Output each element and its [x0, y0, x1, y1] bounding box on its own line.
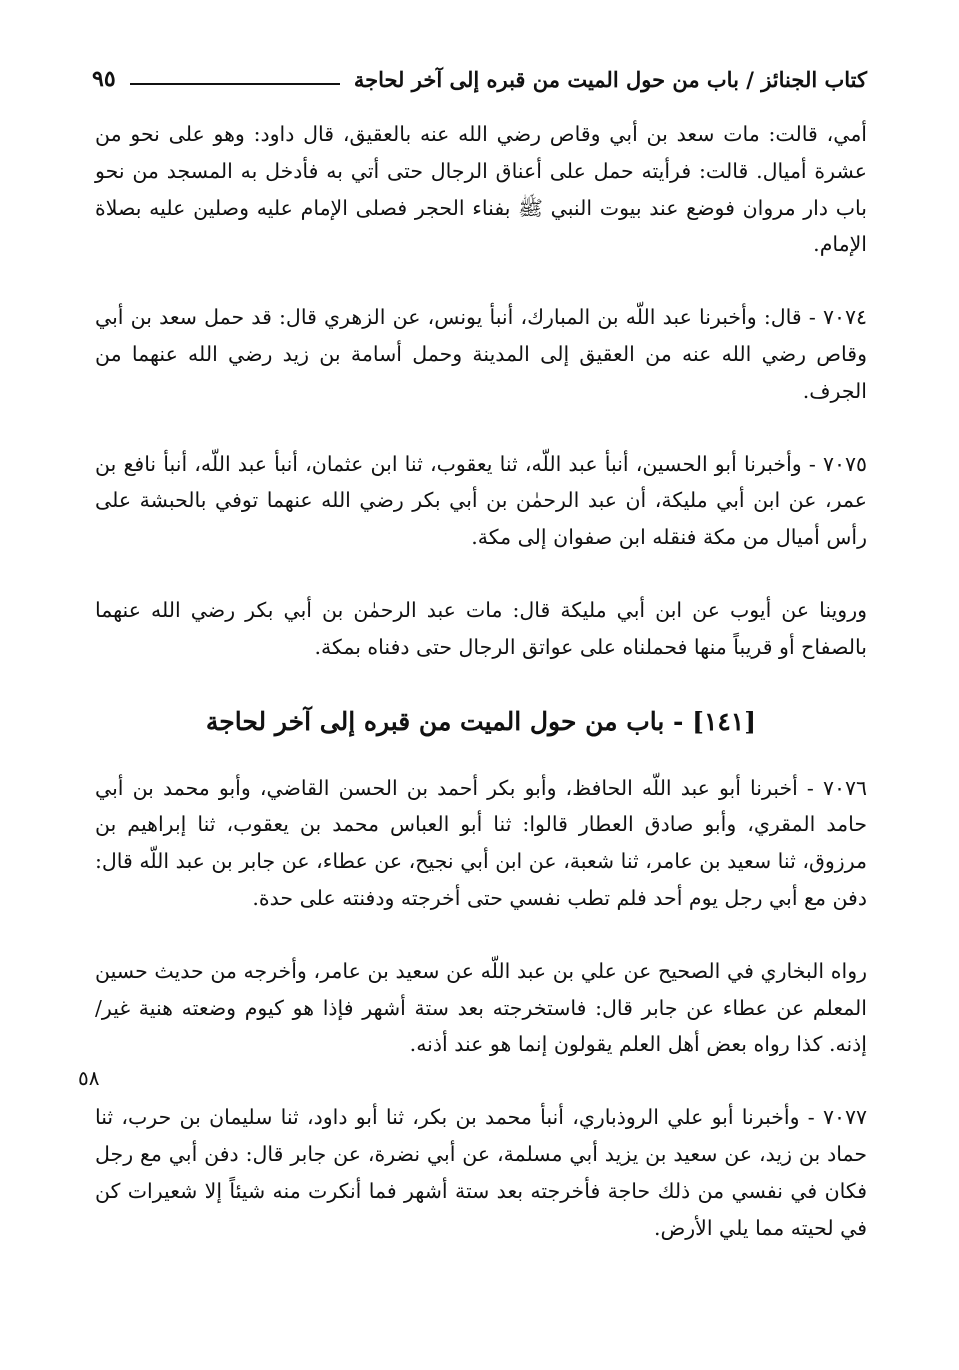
- hadith-7076: ٧٠٧٦ - أخبرنا أبو عبد اللّه الحافظ، وأبو بكر أحمد بن الحسن القاضي، وأبو محمد بن أبي حامد المقري، وأبو صادق العطار قالوا: ثنا أبو العباس محمد بن يعقوب، ثنا إبراهيم بن مرزوق، ثنا سعيد بن عامر، ثنا شعبة، عن ابن أبي نجيح، عن عطاء، عن جابر بن عبد اللّه قال: دفن مع أبي رجل يوم أحد فلم تطب نفسي حتى أخرجته ودفنته على حدة.: [95, 775, 867, 910]
- page-body: [95, 116, 867, 1282]
- paragraph-continuation: [95, 116, 867, 263]
- hadith-7077: ٧٠٧٧ - وأخبرنا أبو علي الروذباري، أنبأ محمد بن بكر، ثنا أبو داود، ثنا سليمان بن حرب، ثنا حماد بن زيد، عن سعيد بن يزيد أبي مسلمة، عن أبي نضرة، عن جابر قال: دفن أبي مع رجل فكان في نفسي من ذلك حاجة فأخرجته بعد ستة أشهر فما أنكرت منه شيئاً إلا شعيرات كن في لحيته مما يلي الأرض.: [95, 1105, 867, 1240]
- hadith-text: قال: وأخبرنا عبد اللّه بن المبارك، أنبأ يونس، عن الزهري قال: قد حمل سعد بن أبي وقاص رضي الله عنه من العقيق إلى المدينة وحمل أسامة بن زيد رضي الله عنهما من الجرف.: [95, 305, 867, 403]
- chapter-heading: [١٤١] - باب من حول الميت من قبره إلى آخر لحاجة: [205, 706, 757, 736]
- hadith-number: ٧٠٧٤: [822, 305, 867, 330]
- hadith-text: وأخبرنا أبو الحسين، أنبأ عبد اللّه، ثنا يعقوب، ثنا ابن عثمان، أنبأ عبد اللّه، أنبأ نافع بن عمر، عن ابن أبي مليكة، أن عبد الرحمٰن بن أبي بكر رضي الله عنهما توفي بالحبشة على رأس أميال من مكة فنقله ابن صفوان إلى مكة.: [95, 451, 867, 550]
- hadith-number: ٧٠٧٦: [822, 775, 867, 800]
- paragraph-text: أمي، قالت: مات سعد بن أبي وقاص رضي الله عنه بالعقيق، قال داود: وهو على نحو من عشرة أميال. قالت: فرأيته حمل على أعناق الرجال حتى أتي به فأدخل به المسجد من نحو باب دار مروان فوضع عند بيوت النبي ﷺ بفناء الحجر فصلى الإمام عليه وصلين عليه بصلاة الإمام.: [95, 122, 867, 257]
- paragraph-text: رواه البخاري في الصحيح عن علي بن عبد اللّه عن سعيد بن عامر، وأخرجه من حديث حسين المعلم عن عطاء عن جابر قال: فاستخرجته بعد ستة أشهر فإذا هو كيوم وضعته هنية غير/ إذنه. كذا رواه بعض أهل العلم يقولون إنما هو عند أذنه.: [95, 958, 867, 1057]
- paragraph-commentary: [95, 953, 867, 1063]
- paragraph-narration: [95, 592, 867, 666]
- hadith-text: أخبرنا أبو عبد اللّه الحافظ، وأبو بكر أحمد بن الحسن القاضي، وأبو محمد بن أبي حامد المقري، وأبو صادق العطار قالوا: ثنا أبو العباس محمد بن يعقوب، ثنا إبراهيم بن مرزوق، ثنا سعيد بن عامر، ثنا شعبة، عن ابن أبي نجيح، عن عطاء، عن جابر بن عبد اللّه قال: دفن مع أبي رجل يوم أحد فلم تطب نفسي حتى أخرجته ودفنته على حدة.: [95, 775, 867, 910]
- hadith-number: ٧٠٧٧: [822, 1105, 867, 1130]
- running-title: كتاب الجنائز / باب من حول الميت من قبره إلى آخر لحاجة: [353, 66, 867, 92]
- hadith-7075: ٧٠٧٥ - وأخبرنا أبو الحسين، أنبأ عبد اللّه، ثنا يعقوب، ثنا ابن عثمان، أنبأ عبد اللّه، أنبأ نافع بن عمر، عن ابن أبي مليكة، أن عبد الرحمٰن بن أبي بكر رضي الله عنهما توفي بالحبشة على رأس أميال من مكة فنقله ابن صفوان إلى مكة.: [95, 451, 867, 550]
- page-header: [92, 62, 867, 96]
- paragraph-text: وروينا عن أيوب عن ابن أبي مليكة قال: مات عبد الرحمٰن بن أبي بكر رضي الله عنهما بالصفاح أو قريباً منها فحملناه على عواتق الرجال حتى دفناه بمكة.: [95, 597, 867, 659]
- margin-page-reference: ٥٨: [78, 1066, 100, 1090]
- hadith-number: ٧٠٧٥: [822, 451, 867, 476]
- hadith-7074: ٧٠٧٤ - قال: وأخبرنا عبد اللّه بن المبارك، أنبأ يونس، عن الزهري قال: قد حمل سعد بن أبي وقاص رضي الله عنه من العقيق إلى المدينة وحمل أسامة بن زيد رضي الله عنهما من الجرف.: [95, 305, 867, 403]
- hadith-text: وأخبرنا أبو علي الروذباري، أنبأ محمد بن بكر، ثنا أبو داود، ثنا سليمان بن حرب، ثنا حماد بن زيد، عن سعيد بن يزيد أبي مسلمة، عن أبي نضرة، عن جابر قال: دفن أبي مع رجل فكان في نفسي من ذلك حاجة فأخرجته بعد ستة أشهر فما أنكرت منه شيئاً إلا شعيرات كن في لحيته مما يلي الأرض.: [95, 1105, 867, 1240]
- page-number: ٩٥: [92, 66, 116, 92]
- header-rule: [130, 83, 340, 85]
